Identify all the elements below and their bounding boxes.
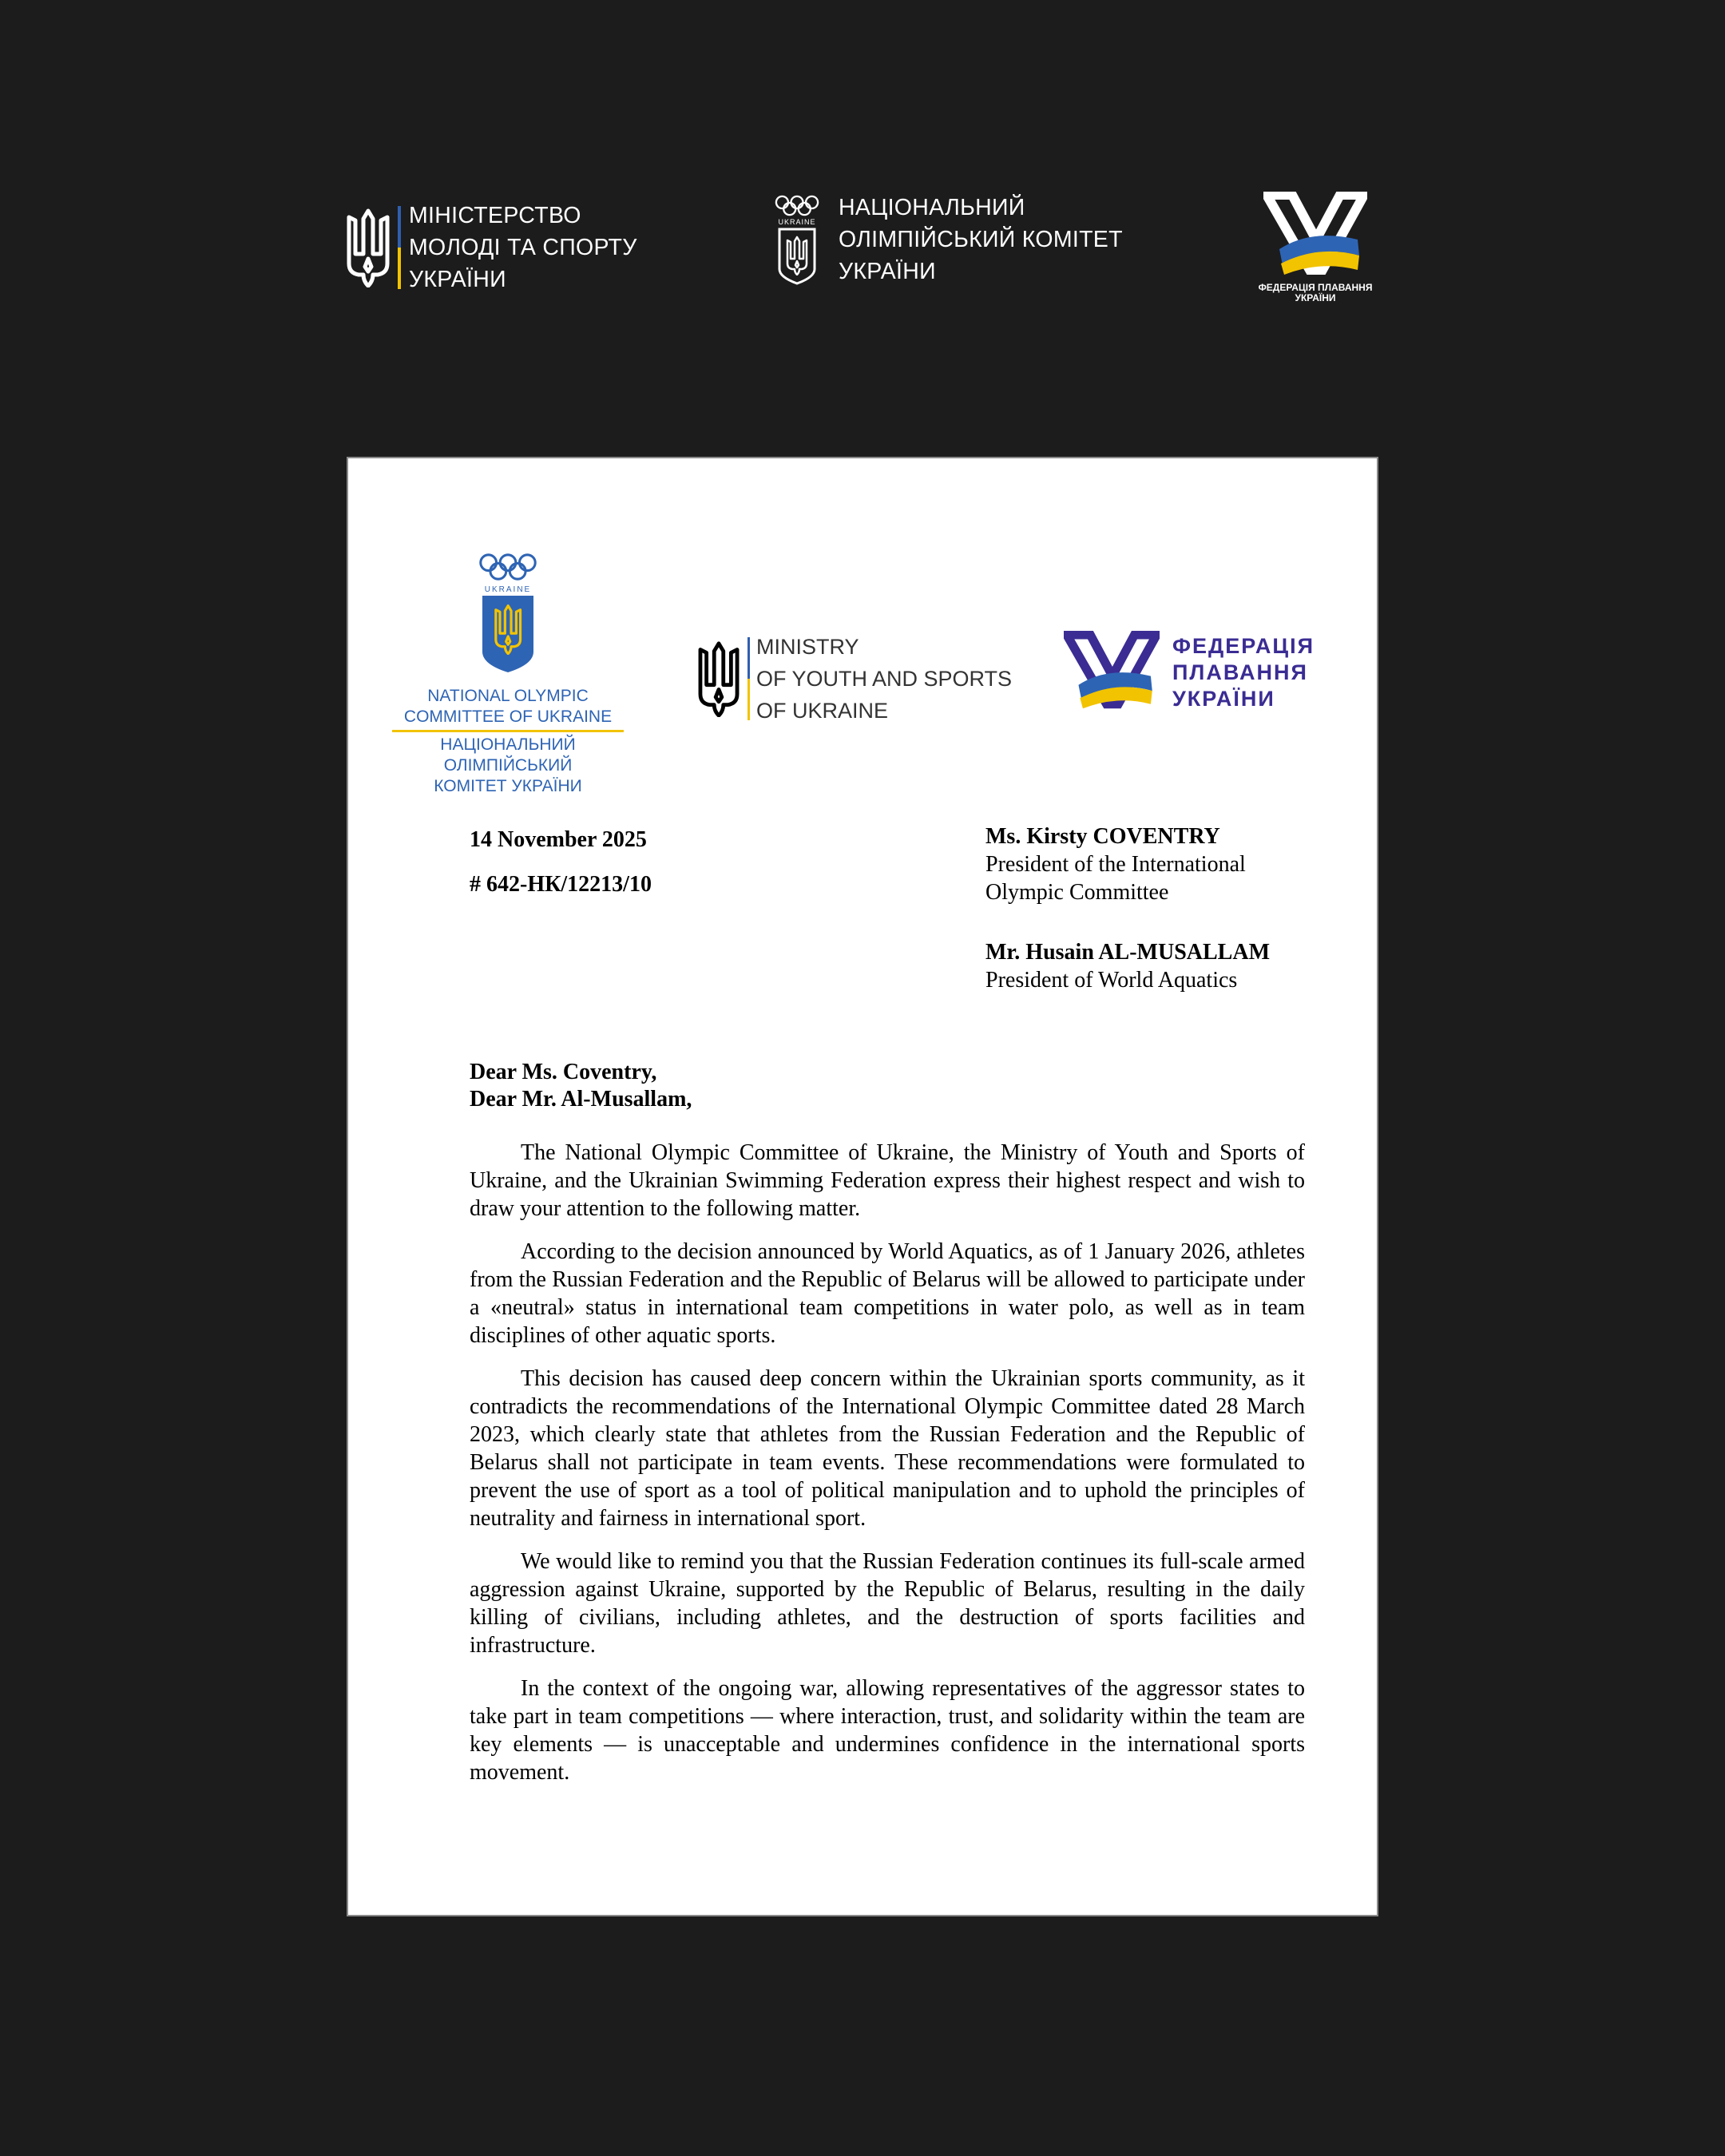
letterhead-ministry-line-3: OF UKRAINE <box>756 699 889 723</box>
flag-bar <box>398 206 401 289</box>
swim-federation-emblem-icon <box>1263 192 1367 279</box>
letterhead-swim-line-2: ПЛАВАННЯ <box>1172 660 1308 684</box>
recipient-name: Ms. Kirsty COVENTRY <box>985 824 1220 849</box>
body-paragraph: According to the decision announced by World Aquatics, as of 1 January 2026, athletes from the Russian Federation and the Republic of Belarus will be allowed to participate under a «neutral» status in international team competitions in water polo, as well as in team disciplines of other aquatic sports. <box>470 1239 1305 1348</box>
body-paragraph: This decision has caused deep concern within the Ukrainian sports community, as it contradicts the recommendations of the International Olympic Committee dated 28 March 2023, which clearly state that athletes from the Russian Federation and the Republic of Belarus shall not participate in team events. These recommendations were formulated to prevent the use of sport as a tool of political manipulation and to uphold the principles of neutrality and fairness in international sport. <box>470 1366 1305 1531</box>
banner-noc-line-1: НАЦІОНАЛЬНИЙ <box>839 195 1025 220</box>
banner-noc-line-3: УКРАЇНИ <box>839 259 936 284</box>
recipient-title-line: President of World Aquatics <box>985 968 1238 993</box>
divider <box>392 730 624 732</box>
letterhead-ministry-logo <box>695 631 1012 727</box>
body-paragraph: We would like to remind you that the Russian Federation continues its full-scale armed aggression against Ukraine, supported by the Republic of Belarus, resulting in the daily killing of civilians, including athletes, and the destruction of sports facilities and infrastructure. <box>470 1549 1305 1658</box>
letterhead-noc-emblem-caption: UKRAINE <box>484 585 532 594</box>
banner-ministry-line-2: МОЛОДІ ТА СПОРТУ <box>409 235 637 260</box>
banner-ministry-logo <box>343 200 637 295</box>
recipients-block <box>985 822 1270 1026</box>
letterhead-noc-ua-line-2: КОМІТЕТ УКРАЇНИ <box>434 777 582 795</box>
letterhead-swim-federation-logo <box>1064 631 1315 714</box>
letterhead-noc-ua-line-1: НАЦІОНАЛЬНИЙ ОЛІМПІЙСЬКИЙ <box>440 735 576 775</box>
banner-noc-line-2: ОЛІМПІЙСЬКИЙ КОМІТЕТ <box>839 227 1123 252</box>
letter-date: 14 November 2025 <box>470 827 647 852</box>
letter-meta <box>470 826 652 915</box>
trident-icon <box>695 640 743 717</box>
letterhead-ministry-line-1: MINISTRY <box>756 635 859 659</box>
banner-swim-line-1: ФЕДЕРАЦІЯ ПЛАВАННЯ <box>1258 282 1373 293</box>
flag-bar <box>748 637 750 720</box>
body-paragraph: The National Olympic Committee of Ukraine, the Ministry of Youth and Sports of Ukraine, and the Ukrainian Swimming Federation express their highest respect and wish to draw your attention to the following matter. <box>470 1140 1305 1221</box>
recipient <box>985 822 1270 906</box>
trident-icon <box>343 208 393 287</box>
banner-ministry-line-3: УКРАЇНИ <box>409 267 506 292</box>
letterhead-noc-en-line-1: NATIONAL OLYMPIC <box>427 687 589 705</box>
banner-noc-emblem-caption: UKRAINE <box>778 217 816 226</box>
shield-trident-icon <box>777 228 817 285</box>
swim-federation-emblem-icon <box>1064 631 1160 714</box>
letter-page <box>347 457 1378 1916</box>
salutation <box>470 1059 692 1113</box>
letter-body <box>470 1139 1305 1801</box>
letterhead-noc-en-line-2: COMMITTEE OF UKRAINE <box>403 707 613 726</box>
letterhead-noc-logo <box>384 553 632 797</box>
olympic-rings-icon <box>774 195 820 216</box>
letterhead-ministry-line-2: OF YOUTH AND SPORTS <box>756 667 1013 691</box>
letter-reference-number: # 642-НК/12213/10 <box>470 872 652 897</box>
shield-trident-icon <box>480 594 536 674</box>
salutation-line: Dear Ms. Coventry, <box>470 1060 657 1084</box>
body-paragraph: In the context of the ongoing war, allowing representatives of the aggressor states to take part in team competitions — where interaction, trust, and solidarity within the team are key elements — is unacceptable and undermines confidence in the international sports movement. <box>470 1676 1305 1785</box>
banner-ministry-line-1: МІНІСТЕРСТВО <box>409 203 581 228</box>
banner-swim-line-2: УКРАЇНИ <box>1295 292 1336 303</box>
salutation-line: Dear Mr. Al-Musallam, <box>470 1087 692 1112</box>
banner-noc-logo <box>773 192 1123 287</box>
olympic-rings-icon <box>478 553 538 581</box>
recipient-title-line: President of the International <box>985 852 1246 877</box>
recipient-title-line: Olympic Committee <box>985 880 1169 905</box>
banner-swim-federation-logo <box>1254 192 1377 303</box>
recipient-name: Mr. Husain AL-MUSALLAM <box>985 940 1271 965</box>
recipient <box>985 938 1270 994</box>
letterhead-swim-line-3: УКРАЇНИ <box>1172 686 1275 711</box>
letterhead-swim-line-1: ФЕДЕРАЦІЯ <box>1172 633 1315 658</box>
